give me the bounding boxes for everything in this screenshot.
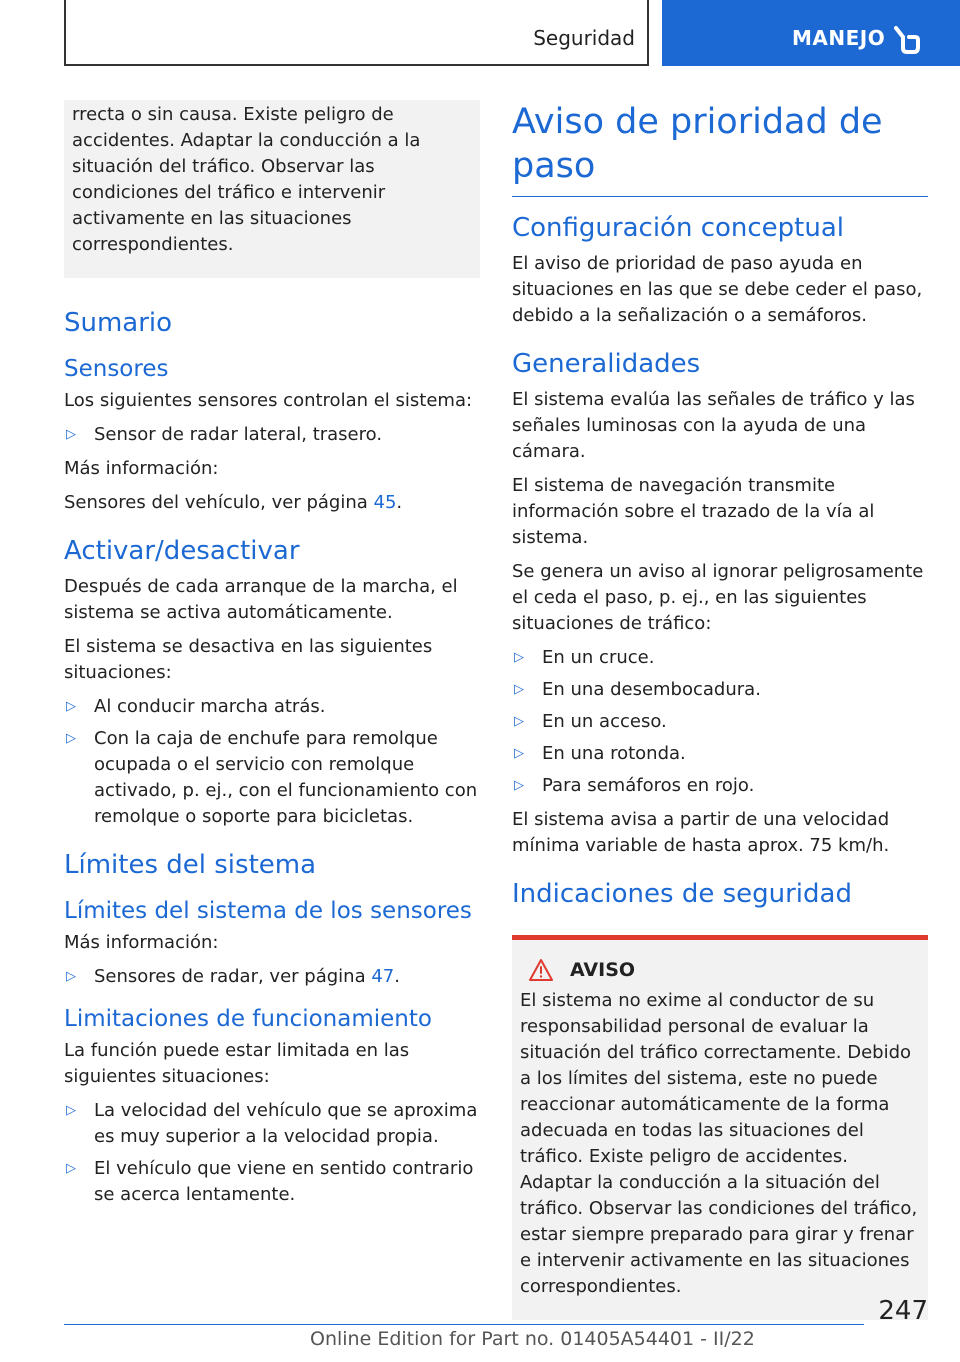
list-item: ▷ El vehículo que viene en sentido contrario se acerca lentamente. [66, 1158, 474, 1205]
heading-sensores: Sensores [64, 356, 169, 382]
intro-note-text: rrecta o sin causa. Existe peligro de accidentes. Adaptar la conducción a la situación del tráfico. Observar las condiciones del tráfico e intervenir activamente en las situaciones correspondientes. [72, 104, 421, 255]
heading-config: Configuración conceptual [512, 213, 844, 243]
left-column [64, 100, 480, 1216]
page-title: Aviso de prioridad de paso [512, 100, 928, 197]
config-text: El aviso de prioridad de paso ayuda en situaciones en las que se debe ceder el paso, debido a la señalización o a semáforos. [512, 253, 923, 326]
warning-text: El sistema no exime al conductor de su responsabilidad personal de evaluar la situación del tráfico correctamente. Debido a los límites del sistema, este no puede reaccionar automáticamente de la forma adecuada en todas las situaciones del tráfico. Existe peligro de accidentes. Adaptar la conducción a la situación del tráfico. Observar las condiciones del tráfico, estar siempre preparado para girar y frenar e intervenir activamente en las situaciones correspondientes. [520, 990, 918, 1297]
warning-header [520, 958, 920, 982]
list-item: ▷ En una rotonda. [512, 741, 928, 767]
bullet-triangle-icon: ▷ [66, 699, 76, 714]
page-link-47[interactable]: 47 [371, 966, 395, 987]
header-chapter-tab[interactable] [662, 0, 960, 66]
heading-seguridad: Indicaciones de seguridad [512, 879, 852, 909]
header-chapter-label: MANEJO [792, 26, 886, 50]
bullet-triangle-icon: ▷ [66, 731, 76, 746]
generalidades-p4: El sistema avisa a partir de una velocidad mínima variable de hasta aprox. 75 km/h. [512, 809, 890, 856]
warning-box [512, 935, 928, 1320]
heading-generalidades: Generalidades [512, 349, 701, 379]
list-item: ▷ La velocidad del vehículo que se aproxima es muy superior a la velocidad propia. [66, 1100, 478, 1147]
activar-p2: El sistema se desactiva en las siguientes situaciones: [64, 636, 433, 683]
list-item: ▷ Al conducir marcha atrás. [64, 694, 480, 720]
bullet-triangle-icon: ▷ [514, 746, 524, 761]
warning-triangle-icon [528, 958, 554, 982]
situations-list [512, 645, 928, 799]
bullet-triangle-icon: ▷ [514, 714, 524, 729]
bullet-triangle-icon: ▷ [514, 682, 524, 697]
heading-limites-sensores: Límites del sistema de los sensores [64, 898, 472, 924]
activar-p1: Después de cada arranque de la marcha, el sistema se activa automáticamente. [64, 576, 458, 623]
generalidades-p2: El sistema de navegación transmite información sobre el trazado de la vía al sistema. [512, 475, 875, 548]
limitaciones-list [64, 1098, 480, 1208]
footer-divider [64, 1324, 864, 1325]
list-item: ▷ Sensor de radar lateral, trasero. [64, 422, 480, 448]
limites-sensores-list [64, 964, 480, 990]
warning-title: AVISO [570, 959, 636, 981]
bullet-triangle-icon: ▷ [514, 778, 524, 793]
right-column [512, 100, 928, 1320]
bullet-triangle-icon: ▷ [66, 1161, 76, 1176]
list-item: ▷ En una desembocadura. [512, 677, 928, 703]
heading-limites: Límites del sistema [64, 850, 317, 880]
page-number: 247 [878, 1296, 928, 1326]
bullet-triangle-icon: ▷ [66, 427, 76, 442]
list-item: ▷ En un acceso. [512, 709, 928, 735]
more-info-label: Más información: [64, 932, 219, 953]
bullet-triangle-icon: ▷ [66, 1103, 76, 1118]
limitaciones-text: La función puede estar limitada en las siguientes situaciones: [64, 1040, 410, 1087]
sensores-text: Los siguientes sensores controlan el sistema: [64, 390, 473, 411]
sensores-list [64, 422, 480, 448]
activar-list [64, 694, 480, 830]
bullet-triangle-icon: ▷ [66, 969, 76, 984]
list-item: ▷ Con la caja de enchufe para remolque ocupada o el servicio con remolque activado, p. ej., con el funcionamiento con remolque o soporte para bicicletas. [66, 728, 478, 827]
footer-edition: Online Edition for Part no. 01405A54401 - II/22 [310, 1328, 755, 1350]
bullet-triangle-icon: ▷ [514, 650, 524, 665]
generalidades-p1: El sistema evalúa las señales de tráfico y las señales luminosas con la ayuda de una cámara. [512, 389, 915, 462]
intro-note-box [64, 100, 480, 278]
heading-limitaciones: Limitaciones de funcionamiento [64, 1006, 432, 1032]
header-section-box [64, 0, 649, 66]
more-info-label: Más información: [64, 458, 219, 479]
header-section-label: Seguridad [533, 26, 635, 50]
hand-pointer-icon [890, 24, 920, 54]
list-item: ▷ Sensores de radar, ver página 47. [64, 964, 480, 990]
heading-sumario: Sumario [64, 308, 173, 338]
page-header [64, 0, 960, 66]
list-item: ▷ En un cruce. [512, 645, 928, 671]
list-item: ▷ Para semáforos en rojo. [512, 773, 928, 799]
generalidades-p3: Se genera un aviso al ignorar peligrosamente el ceda el paso, p. ej., en las siguientes situaciones de tráfico: [512, 561, 924, 634]
sensores-reference: Sensores del vehículo, ver página 45. [64, 492, 403, 513]
page-link-45[interactable]: 45 [373, 492, 397, 513]
heading-activar: Activar/desactivar [64, 536, 300, 566]
